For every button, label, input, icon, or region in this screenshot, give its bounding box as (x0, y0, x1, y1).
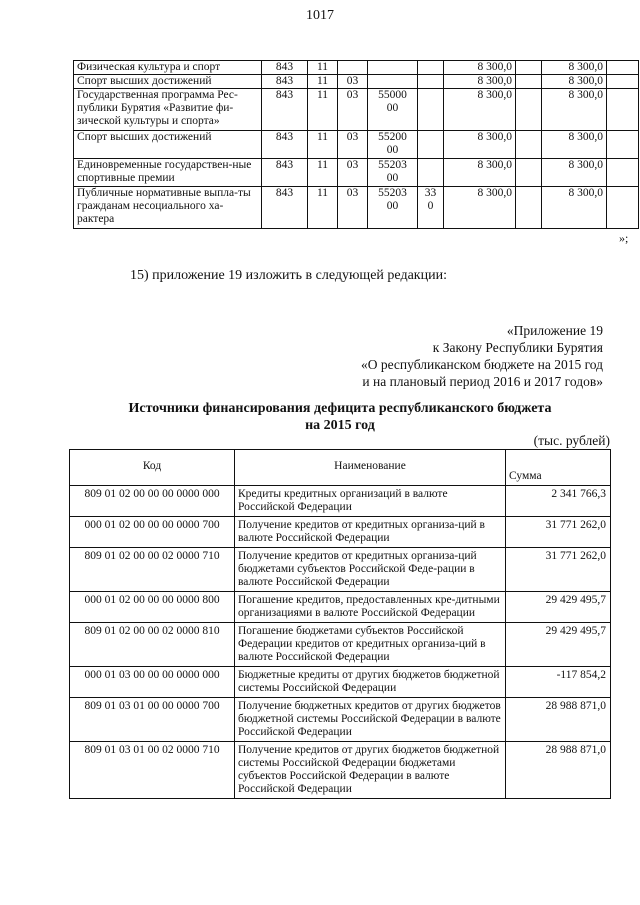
row-name: Государственная программа Рес-публики Бурятия «Развитие фи-зической культуры и спорта» (74, 89, 262, 131)
amount: 8 300,0 (444, 75, 516, 89)
empty-cell (516, 61, 542, 75)
table-row (70, 698, 611, 742)
source-sum: -117 854,2 (506, 667, 611, 698)
source-name: Получение бюджетных кредитов от других бюджетов бюджетной системы Российской Федерации в валюте Российской Федерации (235, 698, 506, 742)
empty-cell (516, 75, 542, 89)
appendix-line: и на плановый период 2016 и 2017 годов» (362, 374, 603, 389)
source-name: Погашение кредитов, предоставленных кре-дитными организациями в валюте Российской Федерации (235, 592, 506, 623)
source-sum: 31 771 262,0 (506, 517, 611, 548)
table-row (70, 742, 611, 799)
empty-cell (516, 187, 542, 229)
target-article-code (368, 75, 418, 89)
target-article-code: 55200 00 (368, 131, 418, 159)
table-row (70, 486, 611, 517)
source-code: 000 01 03 00 00 00 0000 000 (70, 667, 235, 698)
appendix-line: «О республиканском бюджете на 2015 год (360, 357, 603, 372)
target-article-code: 55203 00 (368, 187, 418, 229)
source-name: Получение кредитов от других бюджетов бюджетной системы Российской Федерации бюджетами субъектов Российской Федерации в валюте Российской Федерации (235, 742, 506, 799)
expense-type-code (418, 89, 444, 131)
target-article-code: 55203 00 (368, 159, 418, 187)
financing-sources-table (69, 449, 611, 799)
subsection-code: 03 (338, 159, 368, 187)
ministry-code: 843 (262, 89, 308, 131)
source-code: 809 01 03 01 00 00 0000 700 (70, 698, 235, 742)
appendix-line: к Закону Республики Бурятия (432, 340, 603, 355)
subsection-code: 03 (338, 75, 368, 89)
amount: 8 300,0 (444, 61, 516, 75)
ministry-code: 843 (262, 187, 308, 229)
source-code: 809 01 03 01 00 02 0000 710 (70, 742, 235, 799)
empty-cell (607, 89, 639, 131)
amount-total: 8 300,0 (542, 89, 607, 131)
source-sum: 2 341 766,3 (506, 486, 611, 517)
header-sum: Сумма (506, 450, 611, 486)
ministry-code: 843 (262, 159, 308, 187)
expense-type-code (418, 75, 444, 89)
empty-cell (607, 187, 639, 229)
appendix-header (361, 322, 603, 390)
section-code: 11 (308, 61, 338, 75)
table-row (70, 548, 611, 592)
expense-type-code (418, 131, 444, 159)
header-code: Код (70, 450, 235, 486)
title-line: на 2015 год (305, 418, 375, 433)
source-sum: 29 429 495,7 (506, 592, 611, 623)
appendix-line: «Приложение 19 (506, 323, 603, 338)
source-code: 809 01 02 00 00 00 0000 000 (70, 486, 235, 517)
ministry-code: 843 (262, 131, 308, 159)
ministry-code: 843 (262, 61, 308, 75)
row-name: Публичные нормативные выпла-ты гражданам несоциального ха-рактера (74, 187, 262, 229)
source-name: Получение кредитов от кредитных организа-ций в валюте Российской Федерации (235, 517, 506, 548)
source-code: 000 01 02 00 00 00 0000 800 (70, 592, 235, 623)
subsection-code: 03 (338, 187, 368, 229)
table-row (70, 517, 611, 548)
amount: 8 300,0 (444, 187, 516, 229)
expense-type-code (418, 159, 444, 187)
closing-quote: »; (619, 231, 629, 245)
amount: 8 300,0 (444, 89, 516, 131)
subsection-code: 03 (338, 131, 368, 159)
subsection-code (338, 61, 368, 75)
amount-total: 8 300,0 (542, 75, 607, 89)
amount-total: 8 300,0 (542, 61, 607, 75)
units-label: (тыс. рублей) (533, 433, 610, 448)
source-sum: 28 988 871,0 (506, 698, 611, 742)
target-article-code: 55000 00 (368, 89, 418, 131)
amount-total: 8 300,0 (542, 131, 607, 159)
table-row (74, 187, 639, 229)
empty-cell (516, 159, 542, 187)
header-name: Наименование (235, 450, 506, 486)
section-code: 11 (308, 187, 338, 229)
amount-total: 8 300,0 (542, 187, 607, 229)
source-code: 000 01 02 00 00 00 0000 700 (70, 517, 235, 548)
source-sum: 31 771 262,0 (506, 548, 611, 592)
amount: 8 300,0 (444, 131, 516, 159)
document-title (70, 400, 610, 434)
amendment-text: 15) приложение 19 изложить в следующей редакции: (130, 268, 447, 283)
source-code: 809 01 02 00 00 02 0000 810 (70, 623, 235, 667)
source-sum: 28 988 871,0 (506, 742, 611, 799)
subsection-code: 03 (338, 89, 368, 131)
table-row (70, 592, 611, 623)
table-row (74, 131, 639, 159)
section-code: 11 (308, 159, 338, 187)
table-row (74, 89, 639, 131)
title-line: Источники финансирования дефицита республиканского бюджета (128, 401, 552, 416)
table-row (70, 667, 611, 698)
empty-cell (607, 159, 639, 187)
table-row (74, 75, 639, 89)
row-name: Спорт высших достижений (74, 75, 262, 89)
table-row (74, 61, 639, 75)
page-number: 1017 (306, 8, 334, 23)
section-code: 11 (308, 131, 338, 159)
empty-cell (607, 75, 639, 89)
source-name: Кредиты кредитных организаций в валюте Российской Федерации (235, 486, 506, 517)
source-name: Бюджетные кредиты от других бюджетов бюджетной системы Российской Федерации (235, 667, 506, 698)
amount-total: 8 300,0 (542, 159, 607, 187)
expense-type-code (418, 61, 444, 75)
table-header-row (70, 450, 611, 486)
row-name: Единовременные государствен-ные спортивные премии (74, 159, 262, 187)
source-sum: 29 429 495,7 (506, 623, 611, 667)
row-name: Физическая культура и спорт (74, 61, 262, 75)
table-row (74, 159, 639, 187)
source-name: Погашение бюджетами субъектов Российской Федерации кредитов от кредитных организа-ций в валюте Российской Федерации (235, 623, 506, 667)
row-name: Спорт высших достижений (74, 131, 262, 159)
table-row (70, 623, 611, 667)
ministry-code: 843 (262, 75, 308, 89)
target-article-code (368, 61, 418, 75)
source-name: Получение кредитов от кредитных организа-ций бюджетами субъектов Российской Феде-рации в валюте Российской Федерации (235, 548, 506, 592)
expense-type-code: 33 0 (418, 187, 444, 229)
empty-cell (516, 89, 542, 131)
expenditure-table (73, 60, 639, 229)
empty-cell (607, 131, 639, 159)
source-code: 809 01 02 00 00 02 0000 710 (70, 548, 235, 592)
empty-cell (516, 131, 542, 159)
section-code: 11 (308, 89, 338, 131)
empty-cell (607, 61, 639, 75)
amount: 8 300,0 (444, 159, 516, 187)
section-code: 11 (308, 75, 338, 89)
